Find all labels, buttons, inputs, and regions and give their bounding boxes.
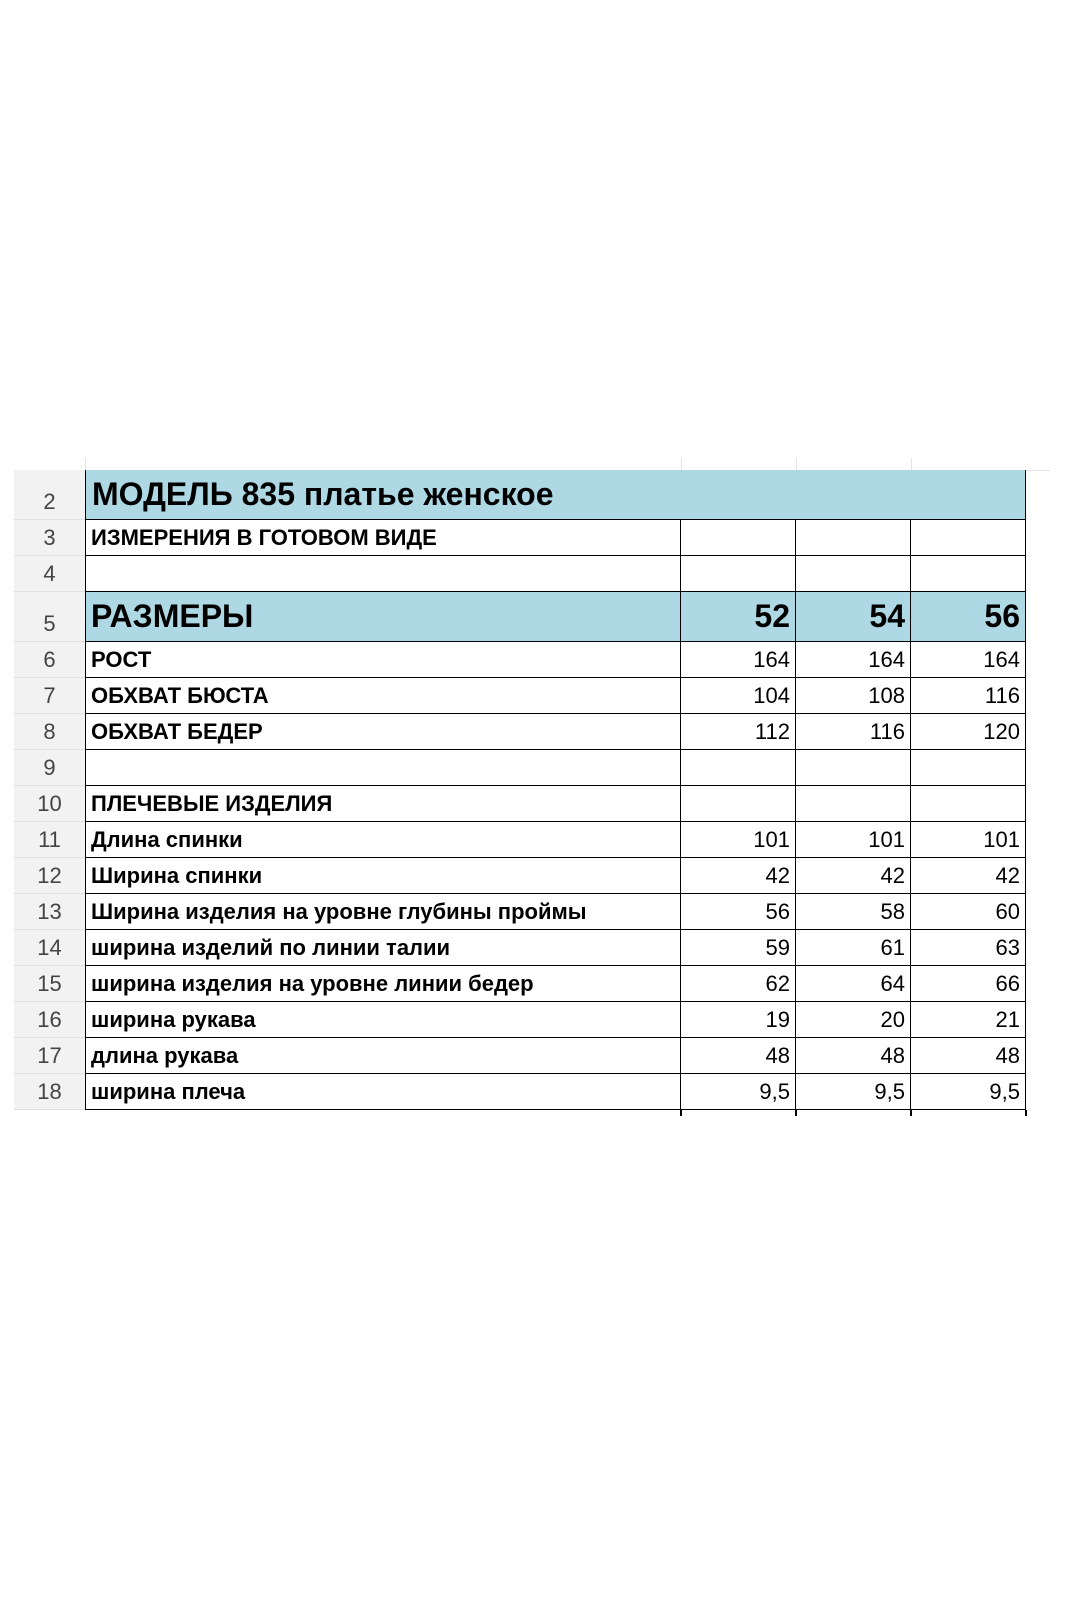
section-label-cell[interactable]: ПЛЕЧЕВЫЕ ИЗДЕЛИЯ — [85, 786, 681, 822]
row-header[interactable]: 4 — [14, 556, 85, 592]
value-cell[interactable]: 20 — [796, 1002, 911, 1038]
table-row — [14, 1074, 1050, 1110]
measure-label-cell[interactable]: ширина рукава — [85, 1002, 681, 1038]
measure-label-cell[interactable]: РОСТ — [85, 642, 681, 678]
value-cell[interactable]: 48 — [911, 1038, 1026, 1074]
empty-cell[interactable] — [796, 750, 911, 786]
partial-row-19 — [14, 1110, 1050, 1116]
value-cell[interactable]: 63 — [911, 930, 1026, 966]
empty-cell[interactable] — [911, 750, 1026, 786]
row-header[interactable]: 18 — [14, 1074, 85, 1110]
value-cell[interactable]: 164 — [911, 642, 1026, 678]
value-cell[interactable]: 101 — [911, 822, 1026, 858]
row-header[interactable]: 9 — [14, 750, 85, 786]
value-cell[interactable]: 120 — [911, 714, 1026, 750]
row-header[interactable]: 17 — [14, 1038, 85, 1074]
value-cell[interactable]: 9,5 — [681, 1074, 796, 1110]
value-cell[interactable]: 61 — [796, 930, 911, 966]
value-cell[interactable]: 108 — [796, 678, 911, 714]
row-header[interactable]: 15 — [14, 966, 85, 1002]
row-header[interactable]: 11 — [14, 822, 85, 858]
sizes-label-cell[interactable]: РАЗМЕРЫ — [85, 592, 681, 642]
empty-cell[interactable] — [681, 786, 796, 822]
row-title — [14, 470, 1050, 520]
measure-label-cell[interactable]: ширина изделий по линии талии — [85, 930, 681, 966]
row-header[interactable]: 3 — [14, 520, 85, 556]
subtitle-cell[interactable]: ИЗМЕРЕНИЯ В ГОТОВОМ ВИДЕ — [85, 520, 681, 556]
value-cell[interactable]: 164 — [796, 642, 911, 678]
row-header[interactable]: 10 — [14, 786, 85, 822]
empty-cell[interactable] — [796, 786, 911, 822]
value-cell[interactable]: 19 — [681, 1002, 796, 1038]
value-cell[interactable]: 112 — [681, 714, 796, 750]
empty-cell[interactable] — [85, 556, 681, 592]
row-header[interactable]: 16 — [14, 1002, 85, 1038]
empty-cell[interactable] — [796, 520, 911, 556]
value-cell[interactable]: 42 — [911, 858, 1026, 894]
table-row — [14, 678, 1050, 714]
measure-label-cell[interactable]: Длина спинки — [85, 822, 681, 858]
table-row — [14, 714, 1050, 750]
size-cell[interactable]: 54 — [796, 592, 911, 642]
measure-label-cell[interactable]: Ширина изделия на уровне глубины проймы — [85, 894, 681, 930]
row-header[interactable]: 13 — [14, 894, 85, 930]
empty-cell[interactable] — [911, 556, 1026, 592]
row-header[interactable]: 5 — [14, 592, 85, 642]
value-cell[interactable]: 48 — [681, 1038, 796, 1074]
value-cell[interactable]: 48 — [796, 1038, 911, 1074]
measure-label-cell[interactable]: длина рукава — [85, 1038, 681, 1074]
size-cell[interactable]: 52 — [681, 592, 796, 642]
measure-label-cell[interactable]: ОБХВАТ БЕДЕР — [85, 714, 681, 750]
spreadsheet — [14, 470, 1050, 1110]
empty-cell[interactable] — [85, 750, 681, 786]
value-cell[interactable]: 59 — [681, 930, 796, 966]
model-title-cell[interactable]: МОДЕЛЬ 835 платье женское — [85, 470, 1026, 520]
value-cell[interactable]: 58 — [796, 894, 911, 930]
row-header[interactable]: 2 — [14, 470, 85, 520]
empty-cell[interactable] — [681, 556, 796, 592]
table-row — [14, 1002, 1050, 1038]
row-header[interactable]: 12 — [14, 858, 85, 894]
value-cell[interactable]: 101 — [796, 822, 911, 858]
value-cell[interactable]: 60 — [911, 894, 1026, 930]
row-header[interactable]: 6 — [14, 642, 85, 678]
size-cell[interactable]: 56 — [911, 592, 1026, 642]
empty-cell[interactable] — [911, 786, 1026, 822]
value-cell[interactable]: 42 — [681, 858, 796, 894]
measure-label-cell[interactable]: ширина плеча — [85, 1074, 681, 1110]
value-cell[interactable]: 62 — [681, 966, 796, 1002]
row-empty — [14, 750, 1050, 786]
value-cell[interactable]: 21 — [911, 1002, 1026, 1038]
value-cell[interactable]: 66 — [911, 966, 1026, 1002]
row-section — [14, 786, 1050, 822]
table-row — [14, 858, 1050, 894]
table-row — [14, 1038, 1050, 1074]
value-cell[interactable]: 9,5 — [796, 1074, 911, 1110]
value-cell[interactable]: 42 — [796, 858, 911, 894]
empty-cell[interactable] — [681, 750, 796, 786]
empty-cell[interactable] — [911, 520, 1026, 556]
value-cell[interactable]: 116 — [911, 678, 1026, 714]
measure-label-cell[interactable]: ширина изделия на уровне линии бедер — [85, 966, 681, 1002]
value-cell[interactable]: 101 — [681, 822, 796, 858]
value-cell[interactable]: 56 — [681, 894, 796, 930]
row-sizes — [14, 592, 1050, 642]
table-row — [14, 966, 1050, 1002]
value-cell[interactable]: 9,5 — [911, 1074, 1026, 1110]
value-cell[interactable]: 116 — [796, 714, 911, 750]
table-row — [14, 930, 1050, 966]
empty-cell[interactable] — [681, 520, 796, 556]
row-header[interactable]: 7 — [14, 678, 85, 714]
row-subtitle — [14, 520, 1050, 556]
empty-cell[interactable] — [796, 556, 911, 592]
table-row — [14, 894, 1050, 930]
row-empty — [14, 556, 1050, 592]
value-cell[interactable]: 164 — [681, 642, 796, 678]
value-cell[interactable]: 104 — [681, 678, 796, 714]
table-row — [14, 642, 1050, 678]
row-header[interactable]: 8 — [14, 714, 85, 750]
table-row — [14, 822, 1050, 858]
measure-label-cell[interactable]: ОБХВАТ БЮСТА — [85, 678, 681, 714]
row-header[interactable]: 14 — [14, 930, 85, 966]
value-cell[interactable]: 64 — [796, 966, 911, 1002]
measure-label-cell[interactable]: Ширина спинки — [85, 858, 681, 894]
